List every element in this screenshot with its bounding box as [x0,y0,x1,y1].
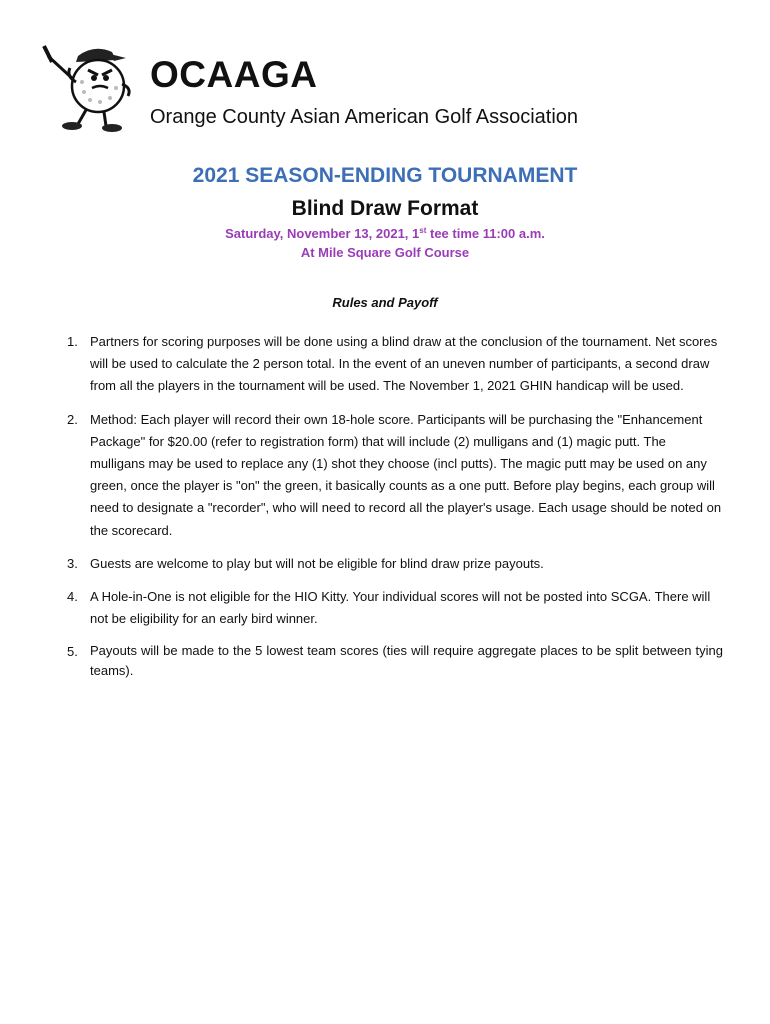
rule-text: A Hole-in-One is not eligible for the HIO Kitty. Your individual scores will not be posted into SCGA. There will not be eligibility for an early bird winner. [90,589,711,627]
event-date-suffix: tee time 11:00 a.m. [426,226,545,241]
rule-number: 4. [67,589,78,605]
rules-list [67,331,723,680]
org-acronym: OCAAGA [150,54,318,95]
rule-text: Payouts will be made to the 5 lowest team scores (ties will require aggregate places to be split between tying teams). [90,643,723,678]
rule-item [67,409,723,542]
golfer-mascot-icon [40,42,140,134]
rule-number: 2. [67,411,78,427]
rule-item [67,331,723,398]
rule-number: 3. [67,555,78,571]
rule-text: Method: Each player will record their own 18-hole score. Participants will be purchasing the "Enhancement Package" for $20.00 (refer to registration form) that will include (2) mulligans and (1) magic putt. The mulligans may be used to replace any (1) shot they choose (incl putts). The magic putt may be used on any green, once the player is "on" the green, it basically counts as a one putt. Before play begins, each group will need to designate a "recorder", who will need to record all the player's usage. Each usage should be noted on the scorecard. [90,411,722,538]
rule-item [67,586,723,630]
rule-number: 5. [67,644,78,660]
event-date [0,226,770,241]
rules-heading: Rules and Payoff [332,295,438,310]
event-format: Blind Draw Format [291,197,479,220]
rule-number: 1. [67,334,78,349]
event-date-superscript: st [419,226,427,235]
rule-text: Guests are welcome to play but will not be eligible for blind draw prize payouts. [90,555,544,571]
event-venue: At Mile Square Golf Course [300,245,470,260]
event-title: 2021 SEASON-ENDING TOURNAMENT [192,164,578,187]
rule-text: Partners for scoring purposes will be done using a blind draw at the conclusion of the tournament. Net scores will be used to calculate the 2 person total. In the event of an uneven number of participants, a second draw from all the players in the tournament will be used. The November 1, 2021 GHIN handicap will be used. [90,334,718,394]
event-date-prefix: Saturday, November 13, 2021, 1 [225,226,420,241]
org-full-name: Orange County Asian American Golf Association [150,106,579,128]
rule-item [67,553,723,575]
rule-item [67,641,723,680]
